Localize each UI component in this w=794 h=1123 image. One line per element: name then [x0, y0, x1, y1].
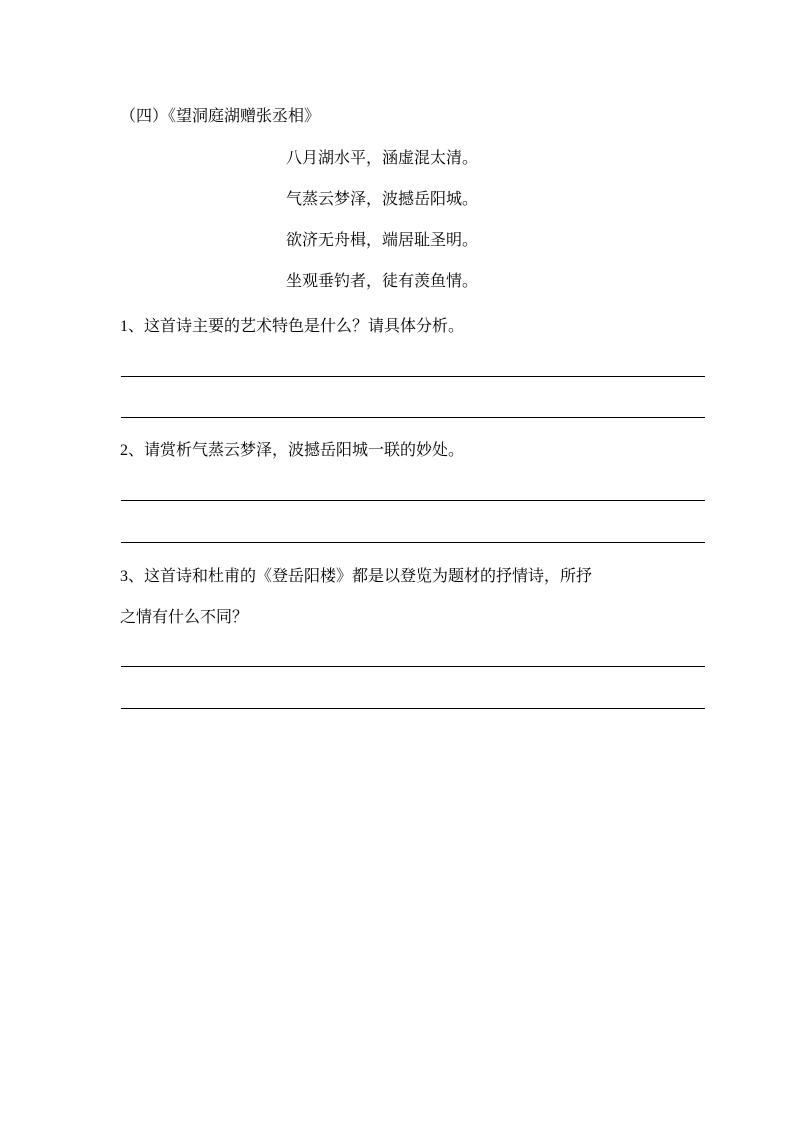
question-number: 3	[120, 568, 128, 585]
question-number: 1	[120, 318, 128, 335]
question-separator: 、	[128, 566, 145, 585]
poem-line: 八月湖水平，涵虚混太清。	[286, 148, 479, 167]
question-3-continued: 之情有什么不同？	[120, 607, 249, 626]
poem-line: 欲济无舟楫，端居耻圣明。	[286, 230, 479, 249]
poem	[286, 148, 478, 312]
answer-line[interactable]	[121, 417, 705, 418]
answer-line[interactable]	[121, 376, 705, 377]
poem-line: 气蒸云梦泽，波撼岳阳城。	[286, 189, 479, 208]
answer-line[interactable]	[121, 542, 705, 543]
question-1	[120, 316, 464, 337]
question-separator: 、	[128, 316, 145, 335]
section-title: （四）《望洞庭湖赠张丞相》	[120, 106, 321, 125]
question-separator: 、	[128, 440, 145, 459]
question-3	[120, 566, 592, 587]
answer-line[interactable]	[121, 708, 705, 709]
poem-line: 坐观垂钓者，徒有羡鱼情。	[286, 271, 479, 290]
question-2	[120, 440, 464, 461]
answer-line[interactable]	[121, 500, 705, 501]
answer-line[interactable]	[121, 666, 705, 667]
question-text: 这首诗和杜甫的《登岳阳楼》都是以登览为题材的抒情诗，所抒	[144, 566, 593, 585]
question-text: 请赏析气蒸云梦泽，波撼岳阳城一联的妙处。	[144, 440, 465, 459]
question-number: 2	[120, 442, 128, 459]
question-text: 这首诗主要的艺术特色是什么？请具体分析。	[144, 316, 465, 335]
